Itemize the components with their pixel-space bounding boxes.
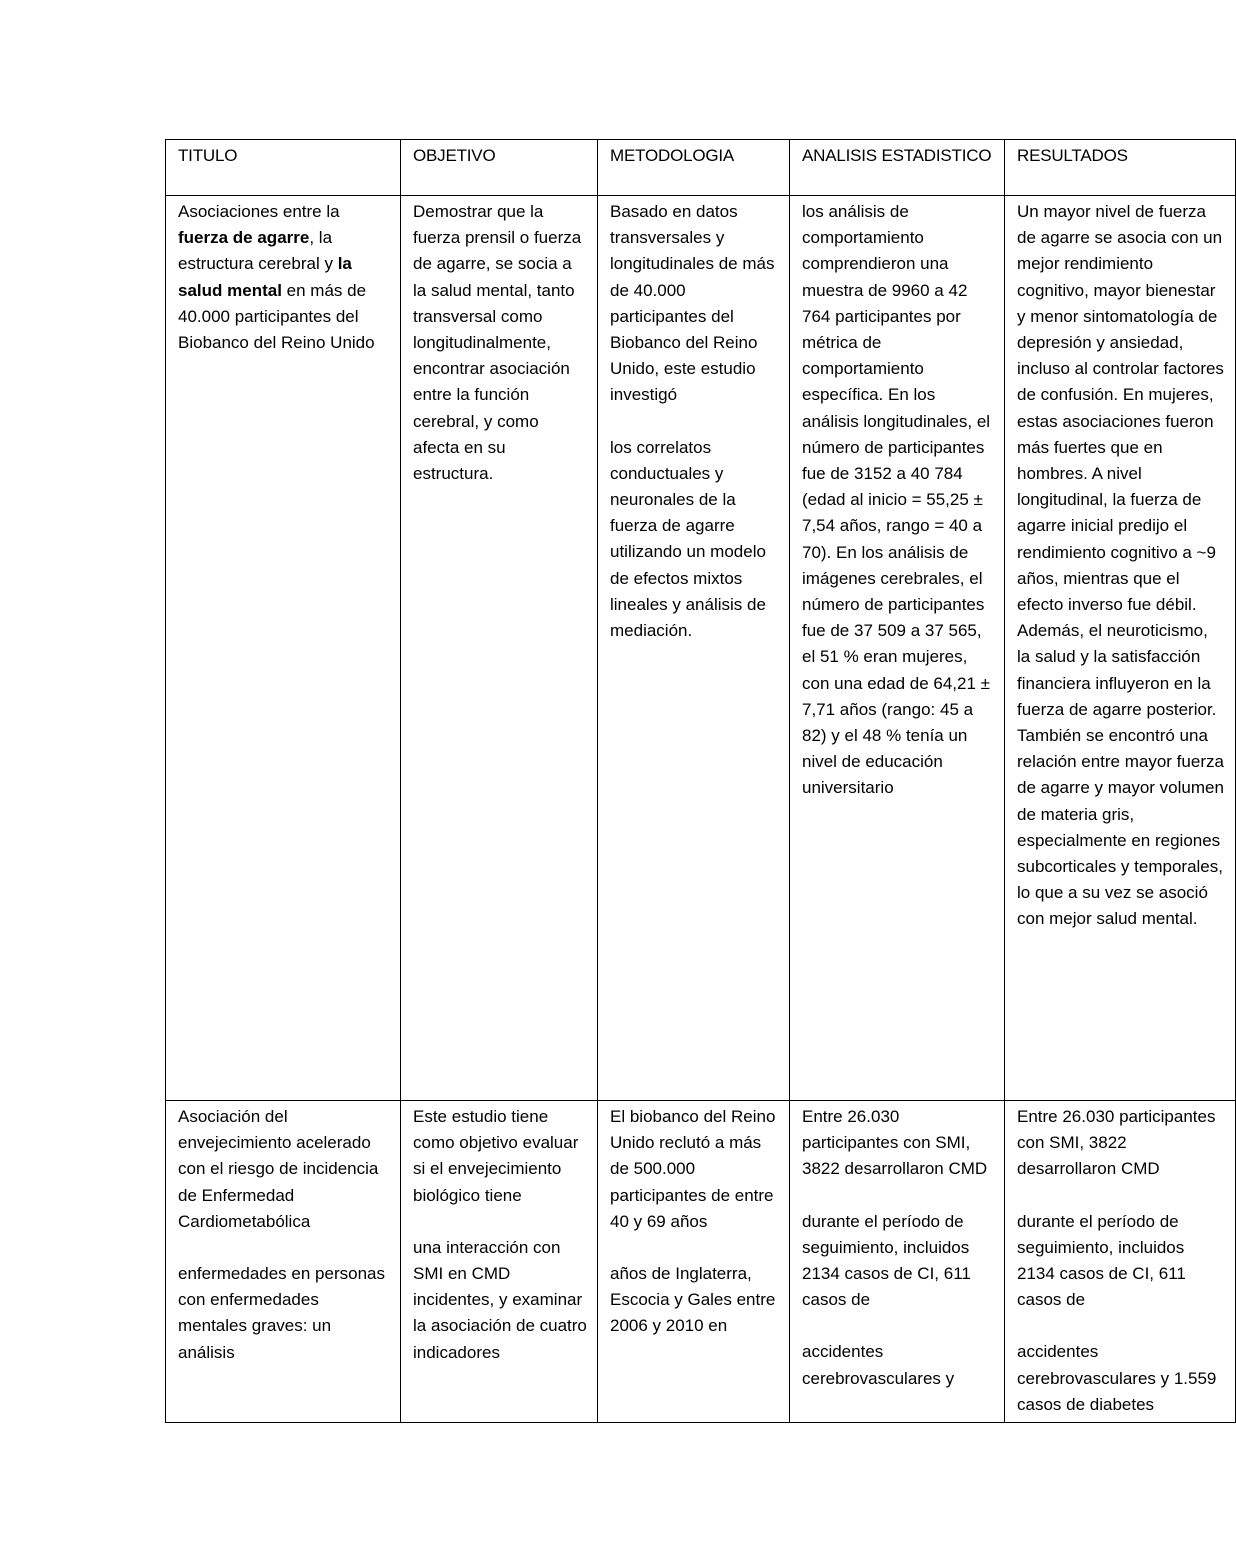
table-row	[166, 196, 1236, 1101]
titulo-bold-mental: la salud mental	[178, 254, 352, 300]
cell-titulo	[166, 196, 401, 1101]
titulo-paragraph: enfermedades en personas con enfermedades mentales graves: un análisis	[178, 1264, 385, 1362]
header-metodologia: METODOLOGIA	[598, 140, 790, 196]
cell-resultados	[1005, 196, 1236, 1101]
cell-objetivo	[401, 1101, 598, 1423]
header-resultados: RESULTADOS	[1005, 140, 1236, 196]
metodologia-paragraph: Basado en datos transversales y longitudinales de más de 40.000 participantes del Biobanco del Reino Unido, este estudio investigó	[610, 202, 775, 405]
cell-resultados	[1005, 1101, 1236, 1423]
objetivo-paragraph: una interacción con SMI en CMD incidentes, y examinar la asociación de cuatro indicadores	[413, 1237, 587, 1362]
header-titulo: TITULO	[166, 140, 401, 196]
titulo-text: Asociaciones entre la	[178, 202, 340, 221]
analisis-paragraph: durante el período de seguimiento, incluidos 2134 casos de CI, 611 casos de	[802, 1211, 971, 1310]
cell-metodologia	[598, 196, 790, 1101]
resultados-paragraph: accidentes cerebrovasculares y 1.559 casos de diabetes	[1017, 1342, 1217, 1414]
metodologia-paragraph: los correlatos conductuales y neuronales de la fuerza de agarre utilizando un modelo de efectos mixtos lineales y análisis de mediación.	[610, 437, 766, 641]
cell-objetivo	[401, 196, 598, 1101]
objetivo-paragraph: Este estudio tiene como objetivo evaluar si el envejecimiento biológico tiene	[413, 1107, 579, 1205]
table-header-row	[166, 140, 1236, 196]
cell-metodologia	[598, 1101, 790, 1423]
cell-analisis	[790, 1101, 1005, 1423]
header-objetivo: OBJETIVO	[401, 140, 598, 196]
resultados-text: Un mayor nivel de fuerza de agarre se asocia con un mejor rendimiento cognitivo, mayor bienestar y menor sintomatología de depresión y ansiedad, incluso al controlar factores de confusión. En mujeres, estas asociaciones fueron más fuertes que en hombres. A nivel longitudinal, la fuerza de agarre inicial predijo el rendimiento cognitivo a ~9 años, mientras que el efecto inverso fue débil. Además, el neuroticismo, la salud y la satisfacción financiera influyeron en la fuerza de agarre posterior. También se encontró una relación entre mayor fuerza de agarre y mayor volumen de materia gris, especialmente en regiones subcorticales y temporales, lo que a su vez se asoció con mejor salud mental.	[1017, 202, 1224, 929]
analisis-text: los análisis de comportamiento comprendieron una muestra de 9960 a 42 764 participantes por métrica de comportamiento específica. En los análisis longitudinales, el número de participantes fue de 3152 a 40 784 (edad al inicio = 55,25 ± 7,54 años, rango = 40 a 70). En los análisis de imágenes cerebrales, el número de participantes fue de 37 509 a 37 565, el 51 % eran mujeres, con una edad de 64,21 ± 7,71 años (rango: 45 a 82) y el 48 % tenía un nivel de educación universitario	[802, 202, 991, 798]
titulo-text: , la estructura cerebral y	[178, 228, 338, 274]
titulo-text: en más de 40.000 participantes del Biobanco del Reino Unido	[178, 280, 375, 353]
cell-titulo	[166, 1101, 401, 1423]
table-row	[166, 1101, 1236, 1423]
resultados-paragraph: durante el período de seguimiento, incluidos 2134 casos de CI, 611 casos de	[1017, 1211, 1186, 1310]
analisis-paragraph: Entre 26.030 participantes con SMI, 3822 desarrollaron CMD	[802, 1107, 988, 1179]
metodologia-paragraph: El biobanco del Reino Unido reclutó a más de 500.000 participantes de entre 40 y 69 años	[610, 1107, 776, 1231]
analisis-paragraph: accidentes cerebrovasculares y	[802, 1342, 955, 1388]
header-analisis: ANALISIS ESTADISTICO	[790, 140, 1005, 196]
objetivo-text: Demostrar que la fuerza prensil o fuerza de agarre, se socia a la salud mental, tanto transversal como longitudinalmente, encontrar asociación entre la función cerebral, y como afecta en su estructura.	[413, 202, 582, 484]
metodologia-paragraph: años de Inglaterra, Escocia y Gales entre 2006 y 2010 en	[610, 1264, 776, 1336]
cell-analisis	[790, 196, 1005, 1101]
summary-table	[165, 139, 1236, 1423]
titulo-paragraph: Asociación del envejecimiento acelerado con el riesgo de incidencia de Enfermedad Cardiometabólica	[178, 1107, 379, 1231]
resultados-paragraph: Entre 26.030 participantes con SMI, 3822 desarrollaron CMD	[1017, 1107, 1216, 1179]
titulo-bold-grip: fuerza de agarre	[178, 228, 310, 248]
